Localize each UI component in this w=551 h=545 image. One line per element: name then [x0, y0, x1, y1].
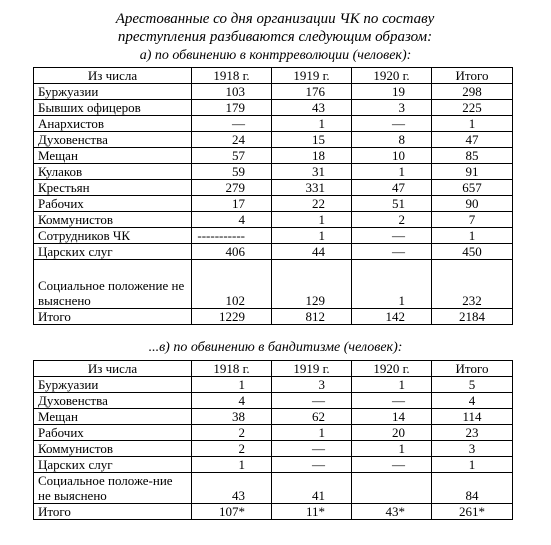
- category-cell: Итого: [34, 309, 192, 325]
- value-total: 85: [432, 148, 513, 164]
- header-1918: 1918 г.: [192, 68, 272, 84]
- header-category: Из числа: [34, 361, 192, 377]
- table-row: [34, 425, 513, 441]
- category-cell: Бывших офицеров: [34, 100, 192, 116]
- value-1920: 43*: [352, 504, 432, 520]
- header-1919: 1919 г.: [272, 68, 352, 84]
- value-1920: 14: [352, 409, 432, 425]
- value-1918: 179: [192, 100, 272, 116]
- value-1918: 1: [192, 457, 272, 473]
- value-1919: 1: [272, 116, 352, 132]
- table-row: [34, 116, 513, 132]
- table-header-row: [34, 68, 513, 84]
- category-cell: Рабочих: [34, 196, 192, 212]
- value-1919: 176: [272, 84, 352, 100]
- value-total: 298: [432, 84, 513, 100]
- value-1919: —: [272, 441, 352, 457]
- value-1920: 1: [352, 441, 432, 457]
- value-1919: 44: [272, 244, 352, 260]
- value-1920: [352, 473, 432, 504]
- value-1918: 2: [192, 441, 272, 457]
- value-1919: 18: [272, 148, 352, 164]
- value-1918: 107*: [192, 504, 272, 520]
- table-row: [34, 457, 513, 473]
- value-1919: 331: [272, 180, 352, 196]
- value-total: 114: [432, 409, 513, 425]
- value-1918: 1: [192, 377, 272, 393]
- value-total: 450: [432, 244, 513, 260]
- value-1919: 1: [272, 425, 352, 441]
- header-total: Итого: [432, 68, 513, 84]
- category-cell: Социальное положение не выяснено: [34, 260, 192, 309]
- value-1919: 1: [272, 228, 352, 244]
- value-total: 84: [432, 473, 513, 504]
- value-1918: 103: [192, 84, 272, 100]
- table-row: [34, 196, 513, 212]
- value-1920: 8: [352, 132, 432, 148]
- value-1919: —: [272, 393, 352, 409]
- value-1919: 15: [272, 132, 352, 148]
- category-cell: Анархистов: [34, 116, 192, 132]
- value-total: 657: [432, 180, 513, 196]
- category-cell: Итого: [34, 504, 192, 520]
- value-1920: 51: [352, 196, 432, 212]
- header-1920: 1920 г.: [352, 361, 432, 377]
- value-1919: 43: [272, 100, 352, 116]
- value-1919: 22: [272, 196, 352, 212]
- value-1920: 1: [352, 164, 432, 180]
- value-1918: 406: [192, 244, 272, 260]
- value-1919: —: [272, 457, 352, 473]
- category-cell: Буржуазии: [34, 377, 192, 393]
- category-cell: Рабочих: [34, 425, 192, 441]
- value-total: 261*: [432, 504, 513, 520]
- value-1918: 102: [192, 260, 272, 309]
- header-total: Итого: [432, 361, 513, 377]
- table-row: [34, 132, 513, 148]
- header-1918: 1918 г.: [192, 361, 272, 377]
- value-1919: 3: [272, 377, 352, 393]
- value-total: 225: [432, 100, 513, 116]
- table-row: [34, 504, 513, 520]
- value-total: 2184: [432, 309, 513, 325]
- value-total: 232: [432, 260, 513, 309]
- category-cell: Буржуазии: [34, 84, 192, 100]
- table-row: [34, 409, 513, 425]
- value-1919: 812: [272, 309, 352, 325]
- value-1920: —: [352, 393, 432, 409]
- value-1919: 41: [272, 473, 352, 504]
- value-1918: 59: [192, 164, 272, 180]
- category-cell: Духовенства: [34, 132, 192, 148]
- header-1919: 1919 г.: [272, 361, 352, 377]
- value-1920: 142: [352, 309, 432, 325]
- value-1918: 1229: [192, 309, 272, 325]
- value-1920: —: [352, 116, 432, 132]
- value-1918: -----------: [192, 228, 272, 244]
- value-total: 1: [432, 457, 513, 473]
- value-1920: 20: [352, 425, 432, 441]
- category-cell: Духовенства: [34, 393, 192, 409]
- value-total: 5: [432, 377, 513, 393]
- value-1918: 43: [192, 473, 272, 504]
- value-total: 91: [432, 164, 513, 180]
- value-1918: 279: [192, 180, 272, 196]
- value-1919: 62: [272, 409, 352, 425]
- value-1918: 17: [192, 196, 272, 212]
- value-1918: 38: [192, 409, 272, 425]
- value-total: 1: [432, 228, 513, 244]
- category-cell: Коммунистов: [34, 212, 192, 228]
- value-1920: 19: [352, 84, 432, 100]
- document-title-line1: Арестованные со дня организации ЧК по составу: [115, 11, 435, 27]
- value-1920: 2: [352, 212, 432, 228]
- category-cell: Коммунистов: [34, 441, 192, 457]
- table-row: [34, 441, 513, 457]
- table-row: [34, 228, 513, 244]
- header-1920: 1920 г.: [352, 68, 432, 84]
- value-1920: 1: [352, 377, 432, 393]
- value-1919: 11*: [272, 504, 352, 520]
- value-total: 3: [432, 441, 513, 457]
- table-row: [34, 84, 513, 100]
- category-cell: Царских слуг: [34, 457, 192, 473]
- table-row: [34, 100, 513, 116]
- category-cell: Мещан: [34, 409, 192, 425]
- value-1918: 4: [192, 212, 272, 228]
- category-cell: Сотрудников ЧК: [34, 228, 192, 244]
- value-total: 47: [432, 132, 513, 148]
- value-1919: 1: [272, 212, 352, 228]
- table-row: [34, 473, 513, 504]
- value-total: 1: [432, 116, 513, 132]
- table2-caption: ...в) по обвинению в бандитизме (человек):: [148, 340, 403, 355]
- banditry-table: [33, 360, 513, 520]
- value-total: 90: [432, 196, 513, 212]
- value-1918: —: [192, 116, 272, 132]
- value-total: 7: [432, 212, 513, 228]
- value-1920: 47: [352, 180, 432, 196]
- category-cell: Кулаков: [34, 164, 192, 180]
- header-category: Из числа: [34, 68, 192, 84]
- table1-caption: а) по обвинению в контрреволюции (человек):: [139, 48, 412, 63]
- value-total: 23: [432, 425, 513, 441]
- value-1918: 57: [192, 148, 272, 164]
- value-1918: 4: [192, 393, 272, 409]
- value-1920: 1: [352, 260, 432, 309]
- category-cell: Мещан: [34, 148, 192, 164]
- table-row: [34, 148, 513, 164]
- table-row: [34, 377, 513, 393]
- category-cell: Социальное положе-ние не выяснено: [34, 473, 192, 504]
- category-cell: Царских слуг: [34, 244, 192, 260]
- value-1919: 129: [272, 260, 352, 309]
- value-1920: —: [352, 244, 432, 260]
- value-1920: 3: [352, 100, 432, 116]
- document-title-line2: преступления разбиваются следующим образом:: [117, 29, 433, 45]
- category-cell: Крестьян: [34, 180, 192, 196]
- table-row: [34, 212, 513, 228]
- value-1919: 31: [272, 164, 352, 180]
- value-1920: —: [352, 228, 432, 244]
- table-header-row: [34, 361, 513, 377]
- table-row: [34, 244, 513, 260]
- table-row: [34, 180, 513, 196]
- table-row: [34, 309, 513, 325]
- value-1920: —: [352, 457, 432, 473]
- value-1918: 24: [192, 132, 272, 148]
- value-1918: 2: [192, 425, 272, 441]
- table-row: [34, 164, 513, 180]
- counterrevolution-table: [33, 67, 513, 325]
- value-1920: 10: [352, 148, 432, 164]
- table-row: [34, 393, 513, 409]
- table-row: [34, 260, 513, 309]
- value-total: 4: [432, 393, 513, 409]
